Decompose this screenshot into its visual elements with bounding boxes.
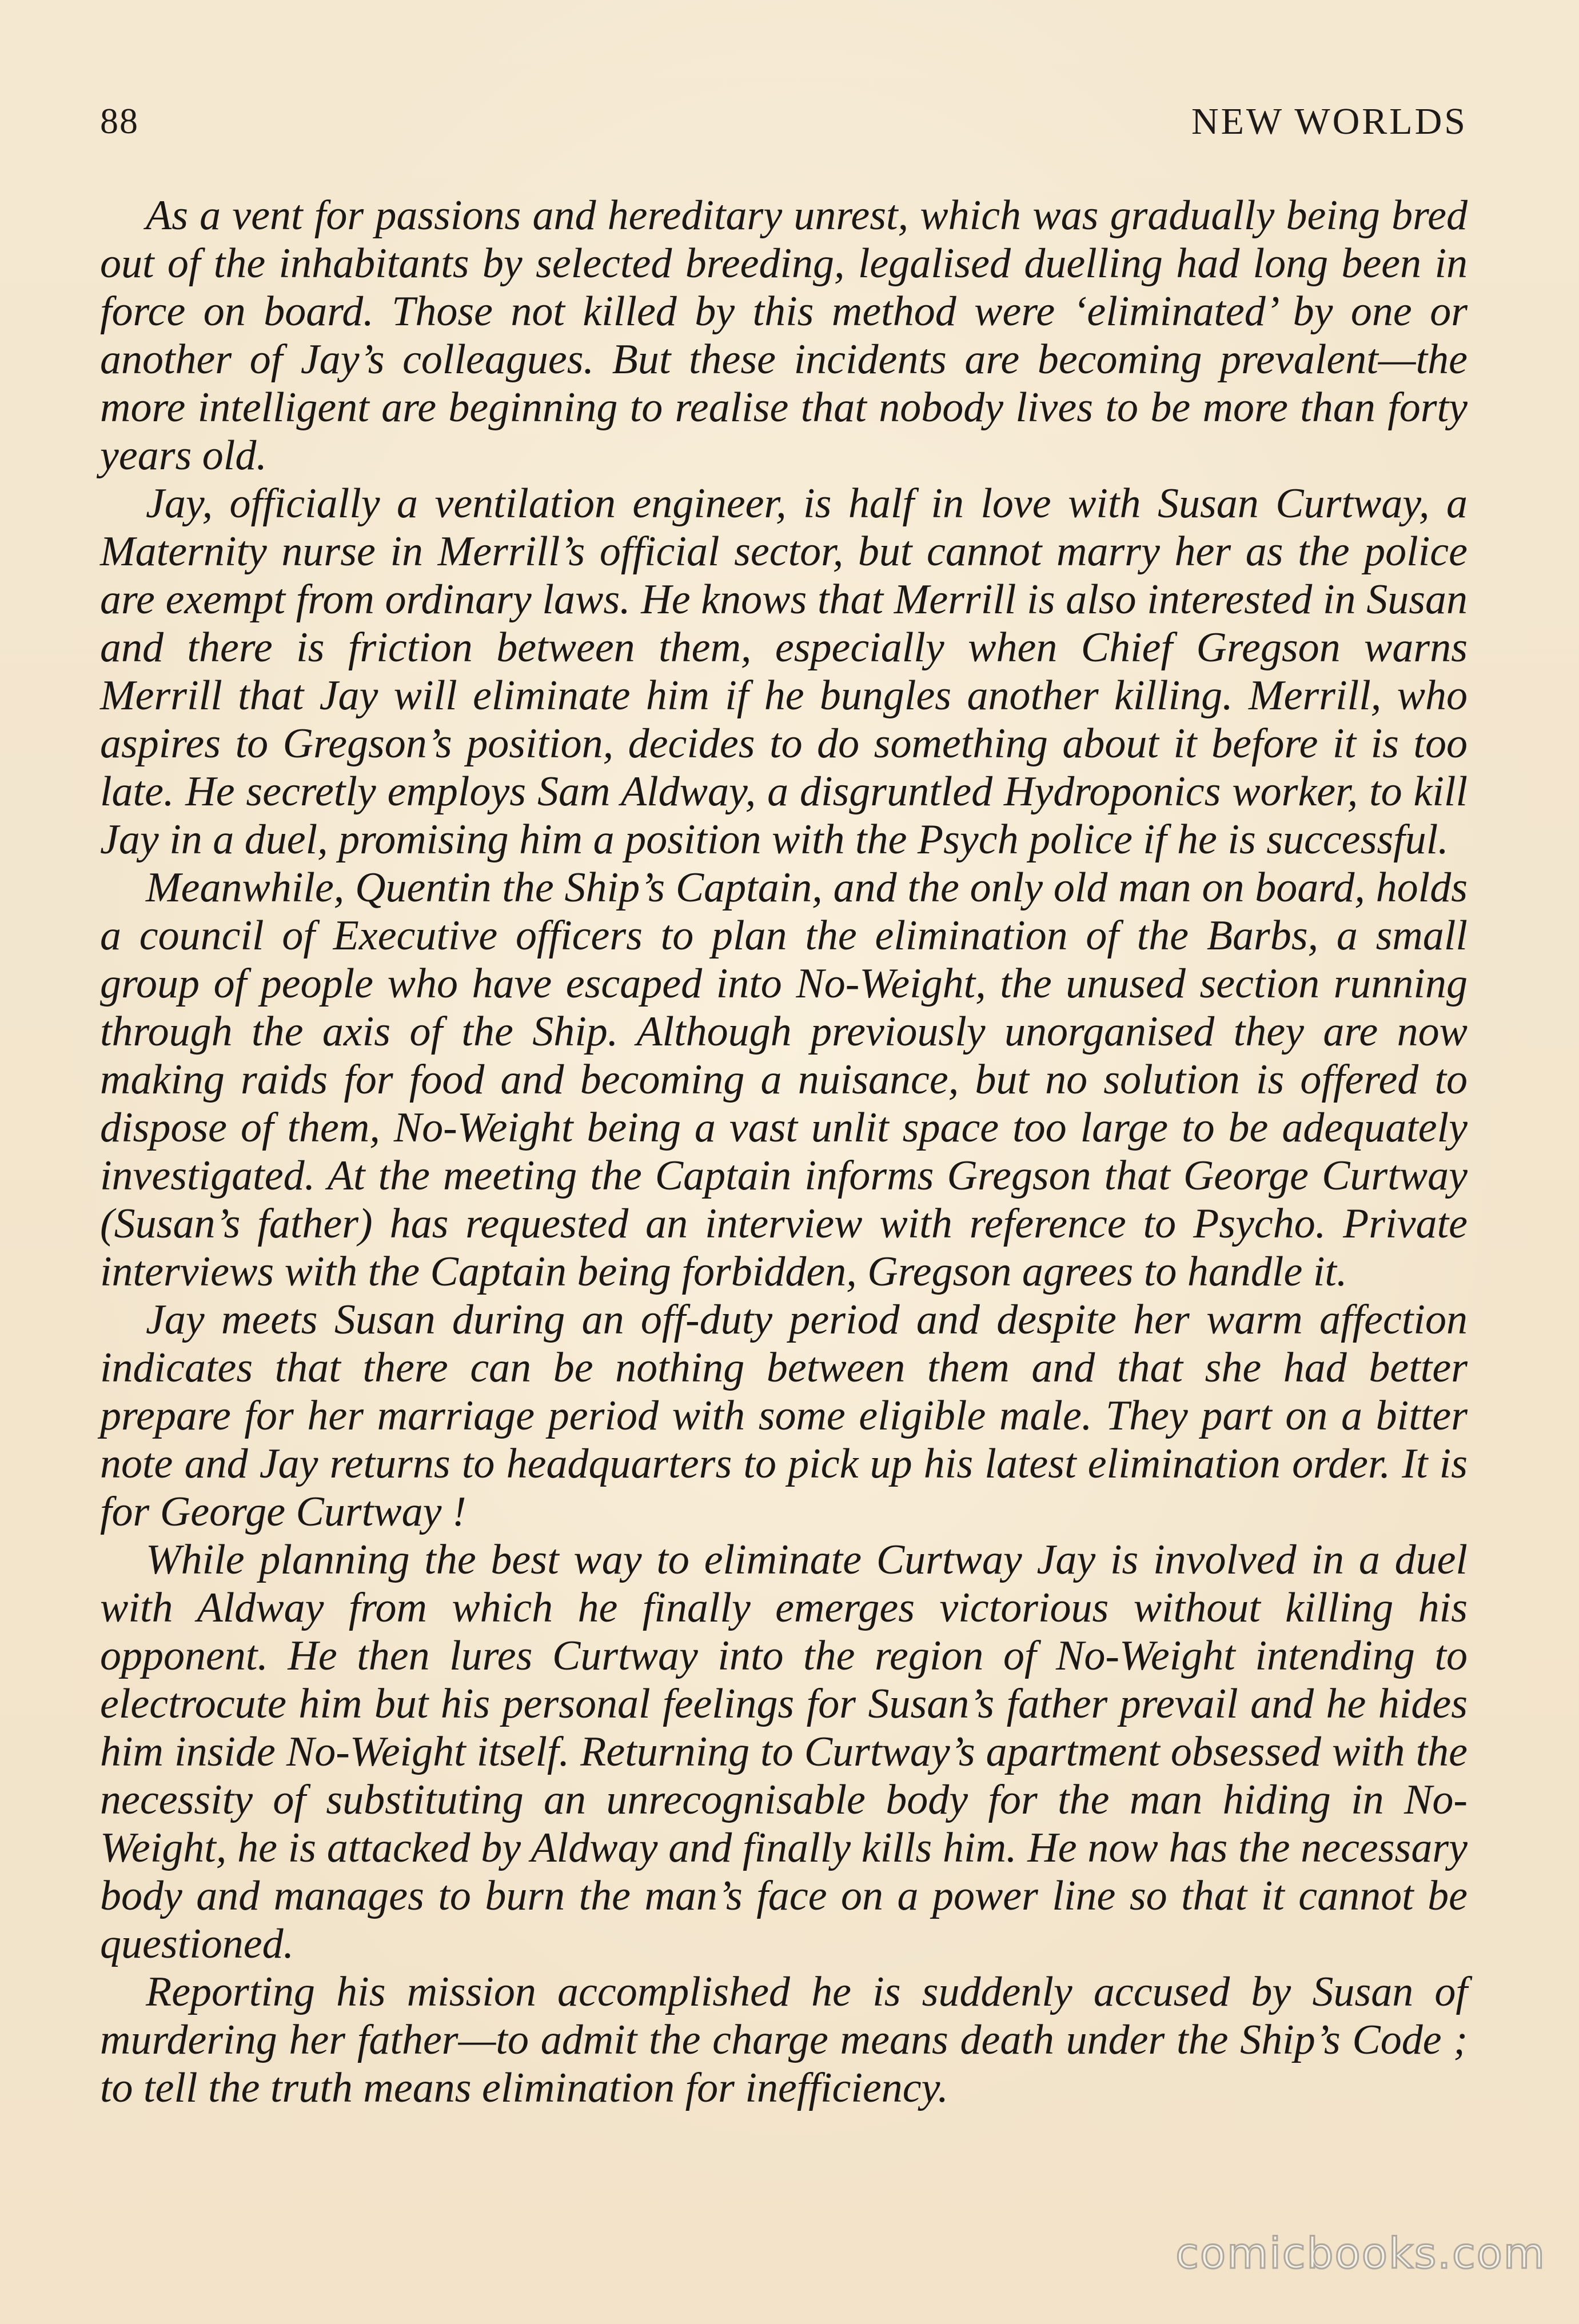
running-head: NEW WORLDS — [1191, 101, 1468, 142]
paragraph: As a vent for passions and hereditary unrest, which was gradually being bred out of the inhabitants by selected breeding, legalised duelling had long been in force on board. Those not killed by this method were ‘eliminated’ by one or another of Jay’s colleagues. But these incidents are becoming prevalent—the more intelligent are beginning to realise that nobody lives to be more than forty years old. — [100, 192, 1468, 479]
body-text — [100, 191, 1468, 2112]
page-header — [100, 100, 1468, 151]
watermark: comicbooks.com — [1175, 2229, 1546, 2278]
paragraph: While planning the best way to eliminate Curtway Jay is involved in a duel with Aldway from which he finally emerges victorious without killing his opponent. He then lures Curtway into the region of No-Weight intending to electrocute him but his personal feelings for Susan’s father prevail and he hides him inside No-Weight itself. Returning to Curtway’s apartment obsessed with the necessity of substituting an unrecognisable body for the man hiding in No-Weight, he is attacked by Aldway and finally kills him. He now has the necessary body and manages to burn the man’s face on a power line so that it cannot be questioned. — [100, 1536, 1468, 1967]
paragraph: Jay, officially a ventilation engineer, is half in love with Susan Curtway, a Maternity nurse in Merrill’s official sector, but cannot marry her as the police are exempt from ordinary laws. He knows that Merrill is also interested in Susan and there is friction between them, especially when Chief Gregson warns Merrill that Jay will eliminate him if he bungles another killing. Merrill, who aspires to Gregson’s position, decides to do something about it before it is too late. He secretly employs Sam Aldway, a disgruntled Hydroponics worker, to kill Jay in a duel, promising him a position with the Psych police if he is successful. — [100, 480, 1468, 863]
paragraph: Reporting his mission accomplished he is suddenly accused by Susan of murdering her father—to admit the charge means death under the Ship’s Code ; to tell the truth means elimination for inefficiency. — [100, 1968, 1468, 2111]
paragraph: Jay meets Susan during an off-duty period and despite her warm affection indicates that there can be nothing between them and that she had better prepare for her marriage period with some eligible male. They part on a bitter note and Jay returns to headquarters to pick up his latest elimination order. It is for George Curtway ! — [100, 1296, 1468, 1535]
paragraph: Meanwhile, Quentin the Ship’s Captain, and the only old man on board, holds a council of Executive officers to plan the elimination of the Barbs, a small group of people who have escaped into No-Weight, the unused section running through the axis of the Ship. Although previously unorganised they are now making raids for food and becoming a nuisance, but no solution is offered to dispose of them, No-Weight being a vast unlit space too large to be adequately investigated. At the meeting the Captain informs Gregson that George Curtway (Susan’s father) has requested an interview with reference to Psycho. Private interviews with the Captain being forbidden, Gregson agrees to handle it. — [100, 864, 1468, 1295]
page-number: 88 — [100, 101, 139, 141]
